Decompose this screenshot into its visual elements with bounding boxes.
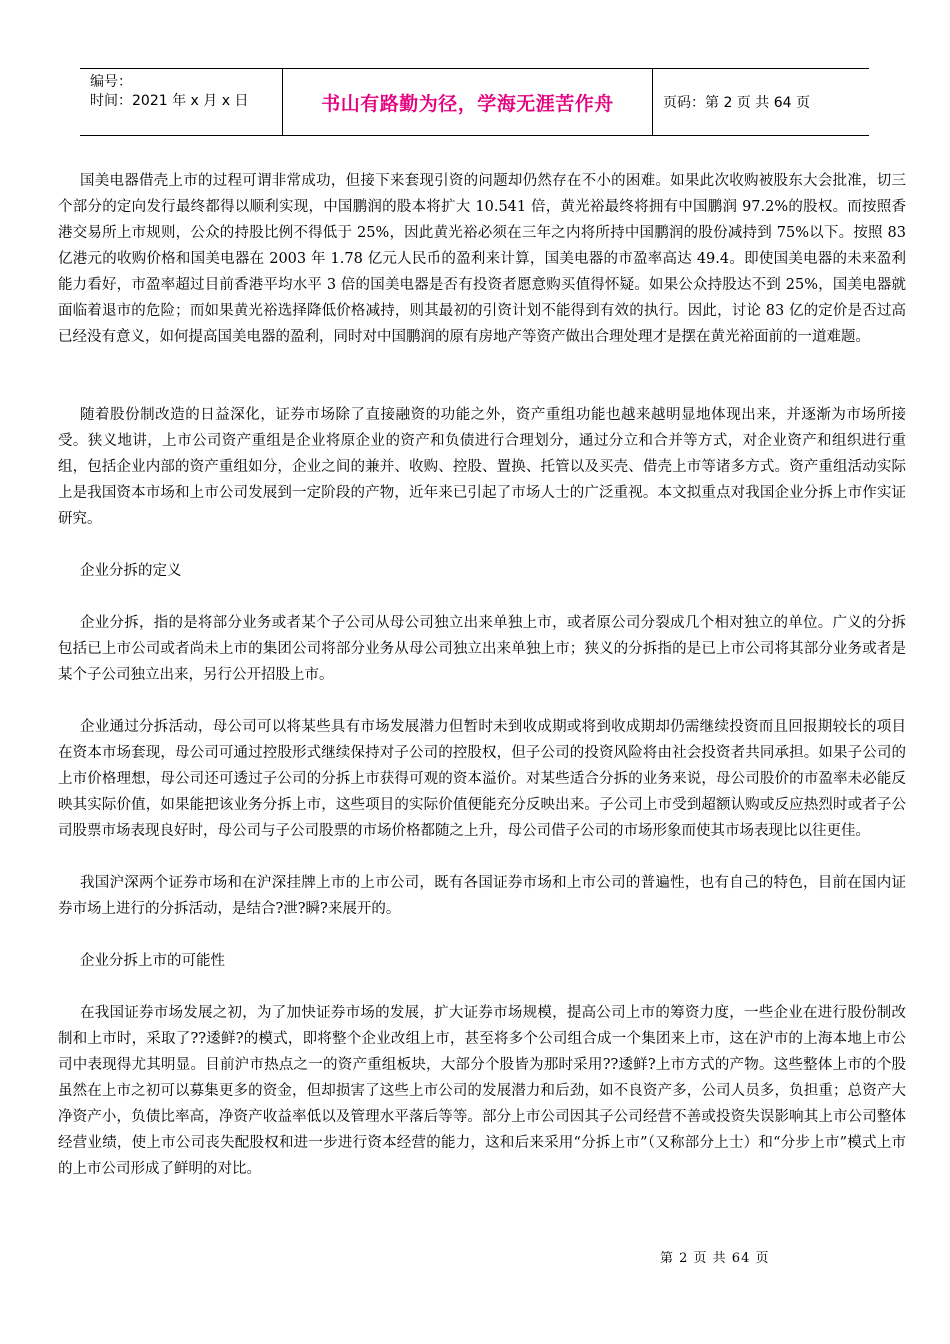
paragraph: 企业通过分拆活动，母公司可以将某些具有市场发展潜力但暂时未到收成期或将到收成期却仍需继续投资而且回报期较长的项目在资本市场套现，母公司可通过控股形式继续保持对子公司的控股权，但子公司的投资风险将由社会投资者共同承担。如果子公司的上市价格理想，母公司还可透过子公司的分拆上市获得可观的资本溢价。对某些适合分拆的业务来说，母公司股价的市盈率未必能反映其实际价值，如果能把该业务分拆上市，这些项目的实际价值便能充分反映出来。子公司上市受到超额认购或反应热烈时或者子公司股票市场表现良好时，母公司与子公司股票的市场价格都随之上升，母公司借子公司的市场形象而使其市场表现比以往更佳。 (58, 719, 906, 839)
paragraph: 企业分拆，指的是将部分业务或者某个子公司从母公司独立出来单独上市，或者原公司分裂成几个相对独立的单位。广义的分拆包括已上市公司或者尚未上市的集团公司将部分业务从母公司独立出来单独上市；狭义的分拆指的是已上市公司将其部分业务或者是某个子公司独立出来，另行公开招股上市。 (58, 615, 906, 683)
header-motto: 书山有路勤为径，学海无涯苦作舟 (283, 69, 653, 135)
document-body (58, 168, 906, 1182)
page-header (80, 68, 869, 136)
section-heading: 企业分拆上市的可能性 (80, 953, 225, 969)
time-label: 时间：2021 年 x 月 x 日 (90, 93, 249, 109)
header-page-info: 页码：第 2 页 共 64 页 (663, 95, 810, 111)
section-heading: 企业分拆的定义 (80, 563, 182, 579)
paragraph: 国美电器借壳上市的过程可谓非常成功，但接下来套现引资的问题却仍然存在不小的困难。如果此次收购被股东大会批准，切三个部分的定向发行最终都得以顺利实现，中国鹏润的股本将扩大 10.541 倍，黄光裕最终将拥有中国鹏润 97.2%的股权。而按照香港交易所上市规则，公众的持股比例不得低于 25%，因此黄光裕必须在三年之内将所持中国鹏润的股份减持到 75%以下。按照 83 亿港元的收购价格和国美电器在 2003 年 1.78 亿元人民币的盈利来计算，国美电器的市盈率高达 49.4。即使国美电器的未来盈利能力看好，市盈率超过目前香港平均水平 3 倍的国美电器是否有投资者愿意购买值得怀疑。如果公众持股达不到 25%，国美电器就面临着退市的危险；而如果黄光裕选择降低价格减持，则其最初的引资计划不能得到有效的执行。因此，讨论 83 亿的定价是否过高已经没有意义，如何提高国美电器的盈利，同时对中国鹏润的原有房地产等资产做出合理处理才是摆在黄光裕面前的一道难题。 (58, 173, 906, 345)
page-footer: 第 2 页 共 64 页 (660, 1251, 770, 1266)
number-label: 编号： (90, 74, 132, 90)
paragraph: 随着股份制改造的日益深化，证券市场除了直接融资的功能之外，资产重组功能也越来越明显地体现出来，并逐渐为市场所接受。狭义地讲，上市公司资产重组是企业将原企业的资产和负债进行合理划分，通过分立和合并等方式，对企业资产和组织进行重组，包括企业内部的资产重组如分，企业之间的兼并、收购、控股、置换、托管以及买壳、借壳上市等诸多方式。资产重组活动实际上是我国资本市场和上市公司发展到一定阶段的产物，近年来已引起了市场人士的广泛重视。本文拟重点对我国企业分拆上市作实证研究。 (58, 407, 906, 527)
header-meta (80, 69, 283, 135)
paragraph: 在我国证券市场发展之初，为了加快证券市场的发展，扩大证券市场规模，提高公司上市的筹资力度，一些企业在进行股份制改制和上市时，采取了??逶鲜?的模式，即将整个企业改组上市，甚至将多个公司组合成一个集团来上市，这在沪市的上海本地上市公司中表现得尤其明显。目前沪市热点之一的资产重组板块，大部分个股皆为那时采用??逶鲜?上市方式的产物。这些整体上市的个股虽然在上市之初可以募集更多的资金，但却损害了这些上市公司的发展潜力和后劲，如不良资产多，公司人员多，负担重；总资产大净资产小，负债比率高，净资产收益率低以及管理水平落后等等。部分上市公司因其子公司经营不善或投资失误影响其上市公司整体经营业绩，使上市公司丧失配股权和进一步进行资本经营的能力，这和后来采用“分拆上市”（又称部分上士）和“分步上市”模式上市的上市公司形成了鲜明的对比。 (58, 1005, 906, 1177)
paragraph: 我国沪深两个证券市场和在沪深挂牌上市的上市公司，既有各国证券市场和上市公司的普遍性，也有自己的特色，目前在国内证券市场上进行的分拆活动，是结合?泄?瞬?来展开的。 (58, 875, 906, 917)
